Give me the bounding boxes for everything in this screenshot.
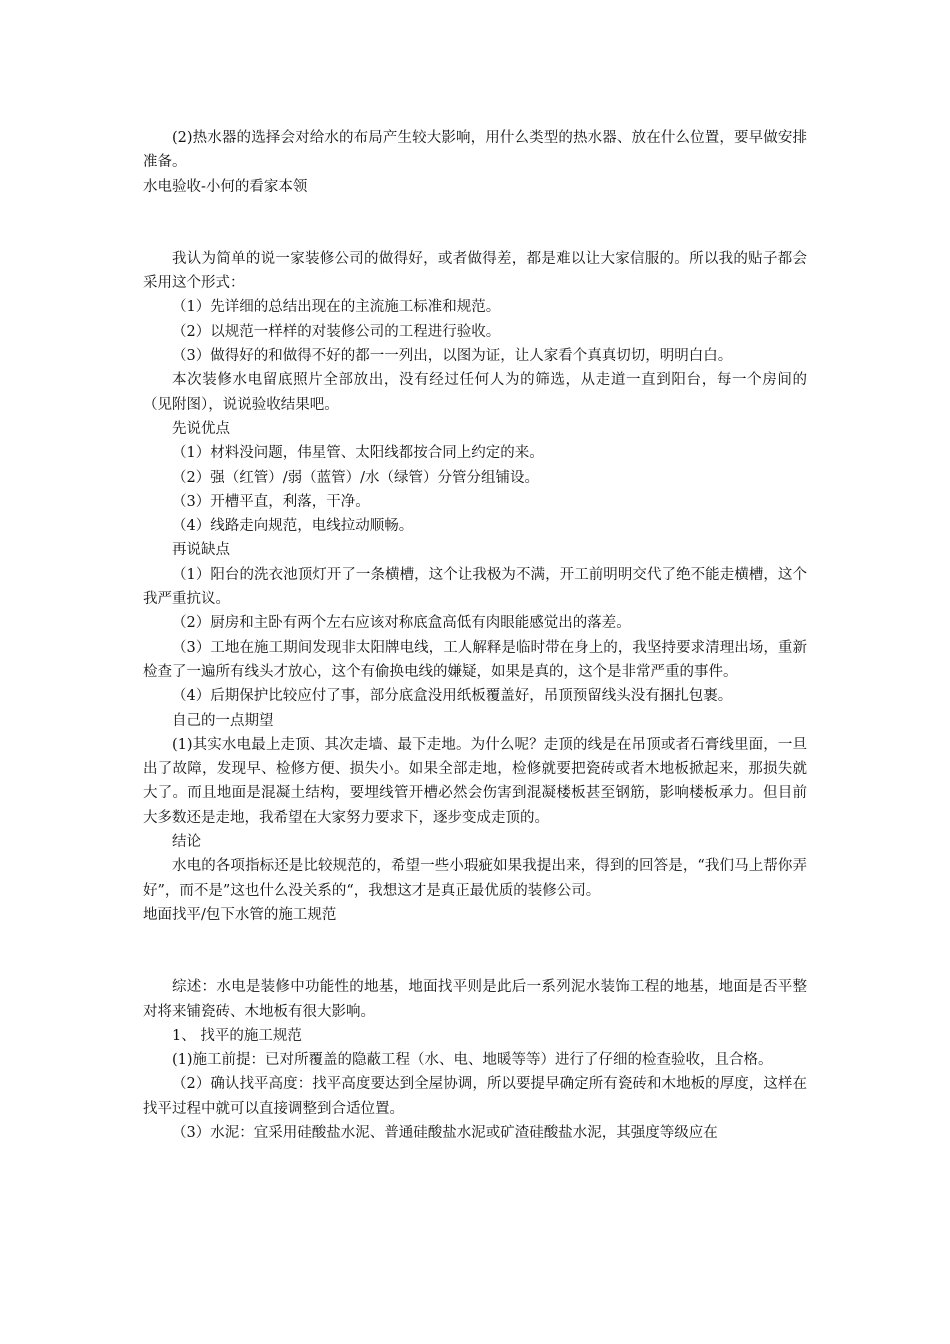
paragraph: （4）后期保护比较应付了事，部分底盒没用纸板覆盖好，吊顶预留线头没有捆扎包裹。 (172, 688, 733, 705)
spacer (143, 199, 807, 247)
section-heading: 水电验收-小何的看家本领 (143, 178, 308, 195)
paragraph: (1)施工前提：已对所覆盖的隐蔽工程（水、电、地暖等等）进行了仔细的检查验收，且合格。 (172, 1052, 773, 1069)
paragraph: （3）水泥：宜采用硅酸盐水泥、普通硅酸盐水泥或矿渣硅酸盐水泥，其强度等级应在 (172, 1124, 718, 1141)
paragraph: 我认为简单的说一家装修公司的做得好，或者做得差，都是难以让大家信服的。所以我的贴子都会采用这个形式： (143, 250, 807, 292)
paragraph: （3）开槽平直，利落，干净。 (172, 493, 370, 510)
paragraph: 综述：水电是装修中功能性的地基，地面找平则是此后一系列泥水装饰工程的地基，地面是否平整对将来铺瓷砖、木地板有很大影响。 (143, 979, 807, 1020)
paragraph: （1）材料没问题，伟星管、太阳线都按合同上约定的来。 (172, 445, 544, 462)
section-plumbing-inspection (143, 175, 807, 903)
paragraph: （3）工地在施工期间发现非太阳牌电线，工人解释是临时带在身上的，我坚持要求清理出场，重新检查了一遍所有线头才放心，这个有偷换电线的嫌疑，如果是真的，这个是非常严重的事件。 (143, 639, 807, 680)
section-heading: 地面找平/包下水管的施工规范 (143, 906, 337, 923)
paragraph: （1）阳台的洗衣池顶灯开了一条横槽，这个让我极为不满，开工前明明交代了绝不能走横槽，这个我严重抗议。 (143, 566, 807, 608)
paragraph: 本次装修水电留底照片全部放出，没有经过任何人为的筛选，从走道一直到阳台，每一个房间的（见附图），说说验收结果吧。 (143, 372, 807, 413)
paragraph: (2)热水器的选择会对给水的布局产生较大影响，用什么类型的热水器、放在什么位置，要早做安排准备。 (143, 130, 807, 171)
paragraph: （2）强（红管）/弱（蓝管）/水（绿管）分管分组铺设。 (172, 469, 539, 486)
paragraph: （4）线路走向规范，电线拉动顺畅。 (172, 518, 414, 535)
paragraph: 结论 (172, 834, 201, 851)
paragraph: 再说缺点 (172, 542, 230, 559)
paragraph: （2）确认找平高度：找平高度要达到全屋协调，所以要提早确定所有瓷砖和木地板的厚度，这样在找平过程中就可以直接调整到合适位置。 (143, 1076, 807, 1117)
paragraph: （3）做得好的和做得不好的都一一列出，以图为证，让人家看个真真切切，明明白白。 (172, 348, 733, 365)
paragraph: 水电的各项指标还是比较规范的，希望一些小瑕疵如果我提出来，得到的回答是，“我们马上帮你弄好”，而不是”这也什么没关系的“，我想这才是真正最优质的装修公司。 (143, 858, 807, 899)
paragraph: 先说优点 (172, 420, 230, 437)
spacer (143, 927, 807, 975)
paragraph: 自己的一点期望 (172, 712, 274, 729)
paragraph: （1）先详细的总结出现在的主流施工标准和规范。 (172, 299, 501, 316)
paragraph: （2）以规范一样样的对装修公司的工程进行验收。 (172, 323, 501, 340)
paragraph: 1、 找平的施工规范 (172, 1027, 302, 1044)
section-water-heater (143, 126, 807, 175)
paragraph: (1)其实水电最上走顶、其次走墙、最下走地。为什么呢？走顶的线是在吊顶或者石膏线里面，一旦出了故障，发现早、检修方便、损失小。如果全部走地，检修就要把瓷砖或者木地板掀起来，那损失就大了。而且地面是混凝土结构，要埋线管开槽必然会伤害到混凝楼板甚至钢筋，影响楼板承力。但目前大多数还是走地，我希望在大家努力要求下，逐步变成走顶的。 (143, 736, 807, 826)
section-floor-leveling (143, 903, 807, 1145)
document-page (143, 126, 807, 1145)
paragraph: （2）厨房和主卧有两个左右应该对称底盒高低有肉眼能感觉出的落差。 (172, 615, 631, 632)
